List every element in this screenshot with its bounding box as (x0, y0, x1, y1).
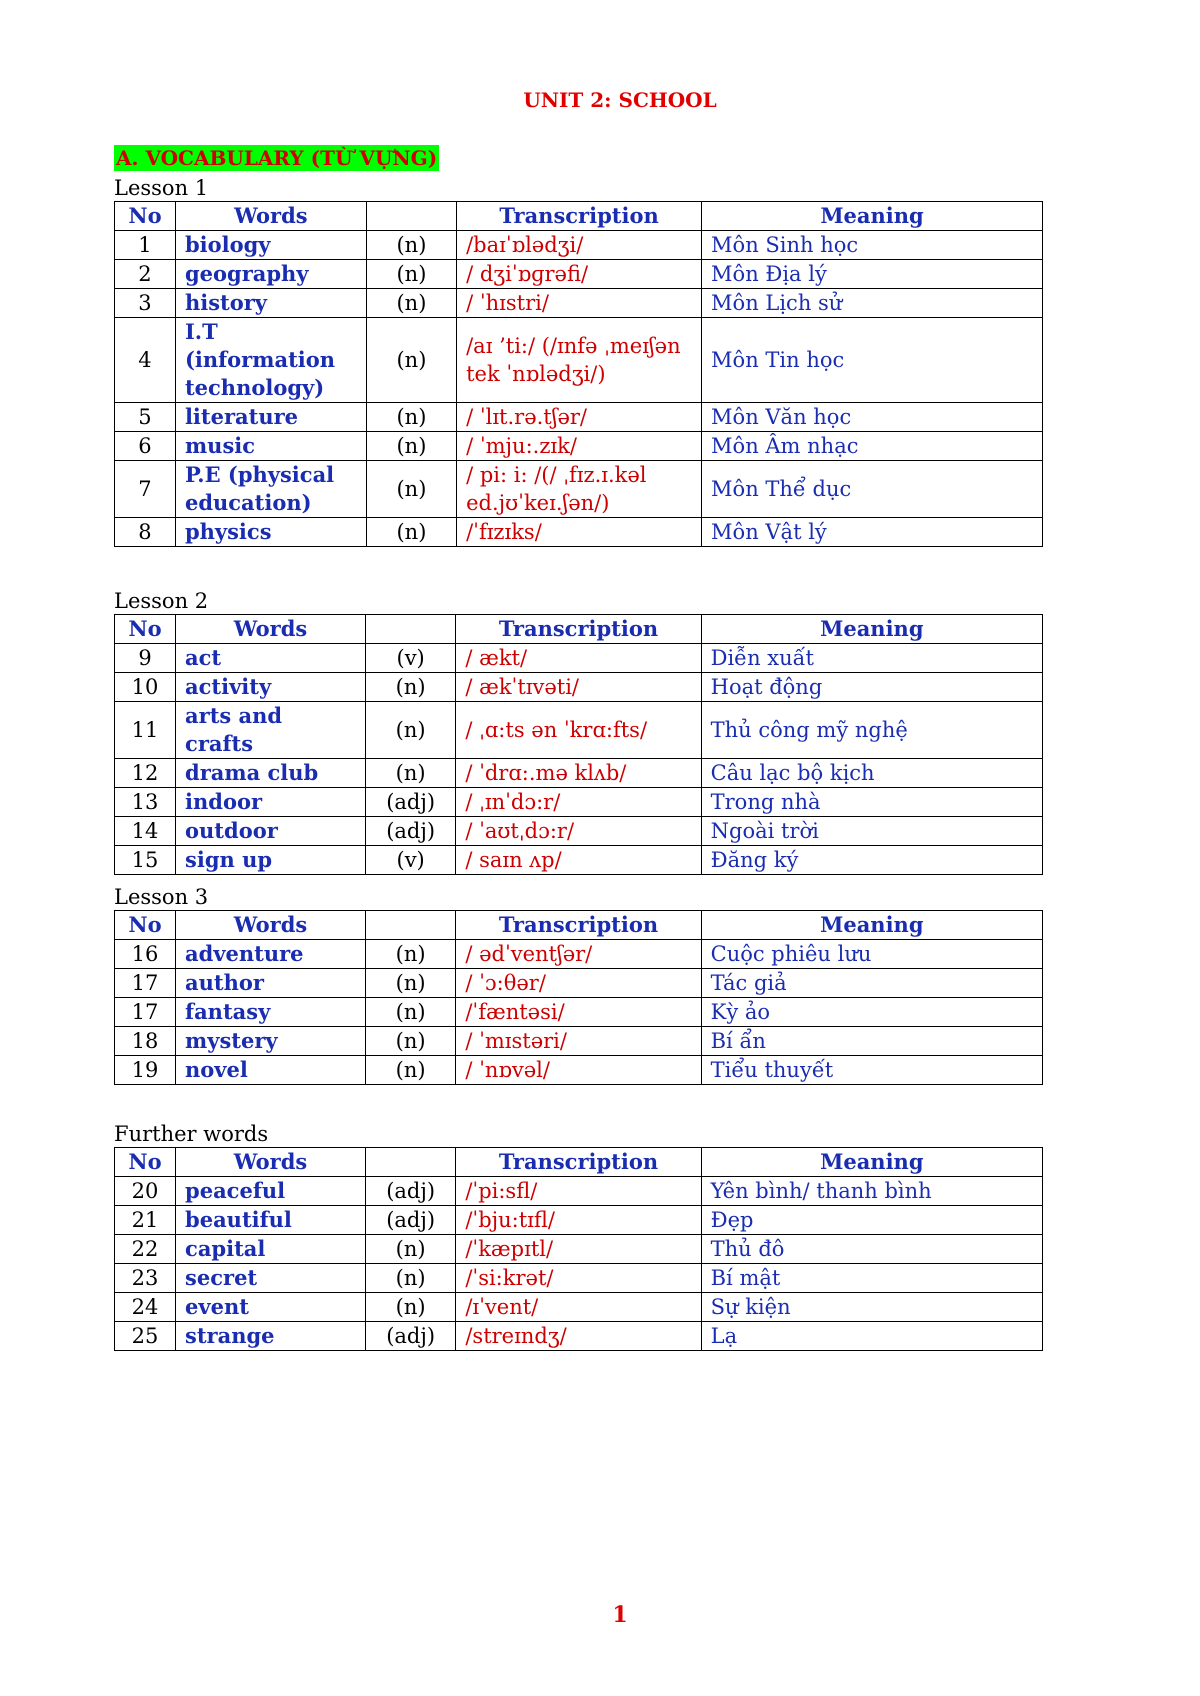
cell-transcription: /ˈkæpɪtl/ (456, 1235, 701, 1264)
cell-no: 9 (115, 644, 176, 673)
cell-transcription: /ˈbju:tɪfl/ (456, 1206, 701, 1235)
header-no: No (115, 911, 176, 940)
cell-word: novel (176, 1056, 366, 1085)
table-row (115, 1264, 1043, 1293)
cell-meaning: Thủ đô (701, 1235, 1042, 1264)
cell-no: 25 (115, 1322, 176, 1351)
cell-meaning: Bí ẩn (701, 1027, 1042, 1056)
cell-no: 20 (115, 1177, 176, 1206)
cell-meaning: Kỳ ảo (701, 998, 1042, 1027)
cell-word: peaceful (176, 1177, 366, 1206)
cell-transcription: /ˈfɪzɪks/ (457, 518, 702, 547)
cell-no: 18 (115, 1027, 176, 1056)
table-row (115, 1206, 1043, 1235)
header-pos (365, 1148, 455, 1177)
cell-pos: (adj) (365, 817, 455, 846)
header-no: No (115, 615, 176, 644)
table-row (115, 846, 1043, 875)
cell-word: outdoor (176, 817, 366, 846)
cell-transcription: /ɪˈvent/ (456, 1293, 701, 1322)
cell-transcription: /ˈfæntəsi/ (456, 998, 701, 1027)
table-row (115, 289, 1043, 318)
table-row (115, 940, 1043, 969)
page-number: 1 (612, 1602, 628, 1628)
cell-word: arts and crafts (176, 702, 366, 759)
vocab-table (114, 614, 1043, 875)
cell-word: beautiful (176, 1206, 366, 1235)
cell-transcription: /ˈsi:krət/ (456, 1264, 701, 1293)
cell-pos: (n) (366, 518, 456, 547)
cell-word: secret (176, 1264, 366, 1293)
cell-meaning: Môn Âm nhạc (702, 432, 1043, 461)
cell-pos: (adj) (365, 1206, 455, 1235)
table-row (115, 702, 1043, 759)
cell-word: physics (175, 518, 366, 547)
cell-transcription: /baɪˈɒlədʒi/ (457, 231, 702, 260)
cell-meaning: Môn Văn học (702, 403, 1043, 432)
cell-word: event (176, 1293, 366, 1322)
cell-transcription: / ˈmju:.zɪk/ (457, 432, 702, 461)
table-row (115, 318, 1043, 403)
cell-transcription: / ˌɪnˈdɔ:r/ (456, 788, 701, 817)
cell-pos: (n) (365, 969, 455, 998)
header-no: No (115, 1148, 176, 1177)
cell-meaning: Sự kiện (701, 1293, 1042, 1322)
lesson-label: Lesson 2 (114, 589, 209, 613)
header-pos (365, 911, 455, 940)
cell-pos: (n) (365, 1293, 455, 1322)
cell-transcription: / dʒiˈɒɡrəfi/ (457, 260, 702, 289)
table-row (115, 673, 1043, 702)
cell-pos: (n) (365, 673, 455, 702)
cell-no: 15 (115, 846, 176, 875)
header-meaning: Meaning (701, 615, 1042, 644)
cell-no: 1 (115, 231, 176, 260)
cell-transcription: / ˈmɪstəri/ (456, 1027, 701, 1056)
table-row (115, 759, 1043, 788)
table-header-row (115, 1148, 1043, 1177)
cell-word: literature (175, 403, 366, 432)
cell-transcription: / ˌɑ:ts ən ˈkrɑ:fts/ (456, 702, 701, 759)
cell-word: mystery (176, 1027, 366, 1056)
table-row (115, 1293, 1043, 1322)
cell-word: drama club (176, 759, 366, 788)
cell-meaning: Đẹp (701, 1206, 1042, 1235)
table-header-row (115, 911, 1043, 940)
vocab-table (114, 910, 1043, 1085)
lesson-label: Lesson 1 (114, 176, 209, 200)
cell-transcription: / ˈɔ:θər/ (456, 969, 701, 998)
cell-word: author (176, 969, 366, 998)
vocab-table (114, 201, 1043, 547)
cell-pos: (n) (365, 1235, 455, 1264)
cell-pos: (adj) (365, 1322, 455, 1351)
table-row (115, 1322, 1043, 1351)
cell-meaning: Cuộc phiêu lưu (701, 940, 1042, 969)
header-transcription: Transcription (456, 911, 701, 940)
cell-meaning: Môn Địa lý (702, 260, 1043, 289)
cell-no: 4 (115, 318, 176, 403)
table-row (115, 1235, 1043, 1264)
vocab-table (114, 1147, 1043, 1351)
cell-meaning: Môn Thể dục (702, 461, 1043, 518)
table-row (115, 969, 1043, 998)
cell-pos: (n) (366, 403, 456, 432)
table-row (115, 403, 1043, 432)
cell-no: 17 (115, 969, 176, 998)
header-words: Words (176, 911, 366, 940)
cell-no: 14 (115, 817, 176, 846)
cell-meaning: Ngoài trời (701, 817, 1042, 846)
table-row (115, 260, 1043, 289)
cell-no: 19 (115, 1056, 176, 1085)
table-row (115, 432, 1043, 461)
cell-meaning: Môn Tin học (702, 318, 1043, 403)
cell-no: 17 (115, 998, 176, 1027)
cell-meaning: Yên bình/ thanh bình (701, 1177, 1042, 1206)
header-transcription: Transcription (456, 1148, 701, 1177)
cell-no: 8 (115, 518, 176, 547)
cell-word: sign up (176, 846, 366, 875)
cell-transcription: /aɪ ’ti:/ (/ɪnfə ˌmeɪʃən tek ˈnɒlədʒi/) (457, 318, 702, 403)
cell-pos: (n) (365, 940, 455, 969)
cell-no: 2 (115, 260, 176, 289)
cell-pos: (n) (366, 231, 456, 260)
cell-no: 13 (115, 788, 176, 817)
page-title: UNIT 2: SCHOOL (523, 88, 717, 112)
cell-word: biology (175, 231, 366, 260)
table-row (115, 998, 1043, 1027)
cell-transcription: / ˈhɪstri/ (457, 289, 702, 318)
cell-no: 11 (115, 702, 176, 759)
section-heading: A. VOCABULARY (TỪ VỰNG) (116, 146, 438, 170)
header-transcription: Transcription (456, 615, 701, 644)
cell-meaning: Thủ công mỹ nghệ (701, 702, 1042, 759)
header-no: No (115, 202, 176, 231)
cell-transcription: / pi: i: /(/ ˌfɪz.ɪ.kəl ed.jʊˈkeɪ.ʃən/) (457, 461, 702, 518)
cell-transcription: /streɪndʒ/ (456, 1322, 701, 1351)
cell-transcription: / ækˈtɪvəti/ (456, 673, 701, 702)
header-words: Words (176, 1148, 366, 1177)
table-row (115, 231, 1043, 260)
cell-no: 12 (115, 759, 176, 788)
cell-word: I.T (information technology) (175, 318, 366, 403)
cell-word: act (176, 644, 366, 673)
cell-no: 21 (115, 1206, 176, 1235)
cell-word: music (175, 432, 366, 461)
header-pos (366, 202, 456, 231)
cell-no: 3 (115, 289, 176, 318)
cell-transcription: / ˈaʊtˌdɔ:r/ (456, 817, 701, 846)
cell-no: 7 (115, 461, 176, 518)
cell-pos: (n) (365, 1056, 455, 1085)
cell-word: fantasy (176, 998, 366, 1027)
cell-pos: (n) (365, 1027, 455, 1056)
cell-word: indoor (176, 788, 366, 817)
cell-transcription: / ækt/ (456, 644, 701, 673)
cell-transcription: / ˈlɪt.rə.tʃər/ (457, 403, 702, 432)
header-meaning: Meaning (701, 1148, 1042, 1177)
cell-pos: (n) (365, 1264, 455, 1293)
cell-word: history (175, 289, 366, 318)
cell-transcription: / saɪn ʌp/ (456, 846, 701, 875)
header-transcription: Transcription (457, 202, 702, 231)
table-header-row (115, 615, 1043, 644)
cell-word: activity (176, 673, 366, 702)
header-meaning: Meaning (701, 911, 1042, 940)
cell-word: capital (176, 1235, 366, 1264)
cell-meaning: Trong nhà (701, 788, 1042, 817)
cell-transcription: / ədˈventʃər/ (456, 940, 701, 969)
cell-meaning: Câu lạc bộ kịch (701, 759, 1042, 788)
cell-pos: (v) (365, 644, 455, 673)
cell-pos: (n) (366, 260, 456, 289)
cell-word: adventure (176, 940, 366, 969)
table-row (115, 518, 1043, 547)
cell-no: 10 (115, 673, 176, 702)
cell-pos: (n) (365, 759, 455, 788)
cell-meaning: Lạ (701, 1322, 1042, 1351)
cell-pos: (adj) (365, 1177, 455, 1206)
cell-word: P.E (physical education) (175, 461, 366, 518)
cell-meaning: Diễn xuất (701, 644, 1042, 673)
cell-meaning: Môn Vật lý (702, 518, 1043, 547)
table-header-row (115, 202, 1043, 231)
header-meaning: Meaning (702, 202, 1043, 231)
cell-pos: (n) (366, 318, 456, 403)
cell-meaning: Hoạt động (701, 673, 1042, 702)
cell-pos: (n) (365, 998, 455, 1027)
cell-meaning: Môn Sinh học (702, 231, 1043, 260)
cell-meaning: Tiểu thuyết (701, 1056, 1042, 1085)
cell-meaning: Tác giả (701, 969, 1042, 998)
cell-pos: (v) (365, 846, 455, 875)
table-row (115, 1056, 1043, 1085)
cell-word: geography (175, 260, 366, 289)
cell-transcription: / ˈdrɑ:.mə klʌb/ (456, 759, 701, 788)
header-words: Words (175, 202, 366, 231)
cell-meaning: Đăng ký (701, 846, 1042, 875)
cell-no: 16 (115, 940, 176, 969)
table-row (115, 1177, 1043, 1206)
table-row (115, 817, 1043, 846)
lesson-label: Lesson 3 (114, 885, 209, 909)
table-row (115, 788, 1043, 817)
cell-pos: (adj) (365, 788, 455, 817)
cell-meaning: Môn Lịch sử (702, 289, 1043, 318)
header-words: Words (176, 615, 366, 644)
cell-no: 6 (115, 432, 176, 461)
lesson-label: Further words (114, 1122, 269, 1146)
table-row (115, 644, 1043, 673)
cell-pos: (n) (366, 432, 456, 461)
header-pos (365, 615, 455, 644)
cell-no: 23 (115, 1264, 176, 1293)
cell-transcription: /ˈpi:sfl/ (456, 1177, 701, 1206)
cell-pos: (n) (366, 461, 456, 518)
cell-pos: (n) (366, 289, 456, 318)
cell-no: 5 (115, 403, 176, 432)
cell-word: strange (176, 1322, 366, 1351)
cell-no: 22 (115, 1235, 176, 1264)
cell-transcription: / ˈnɒvəl/ (456, 1056, 701, 1085)
table-row (115, 461, 1043, 518)
cell-meaning: Bí mật (701, 1264, 1042, 1293)
table-row (115, 1027, 1043, 1056)
cell-pos: (n) (365, 702, 455, 759)
cell-no: 24 (115, 1293, 176, 1322)
